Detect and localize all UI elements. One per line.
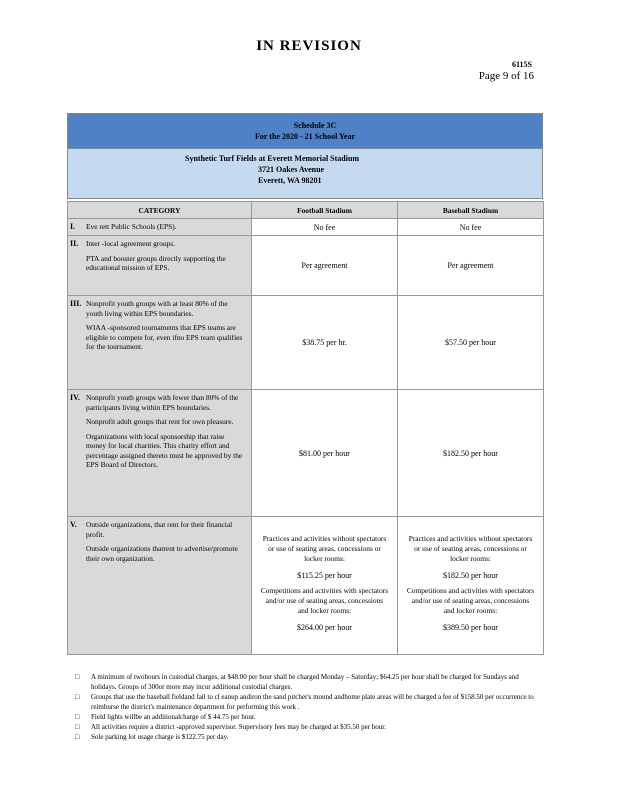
category-text: Nonprofit youth groups with at least 80% of the youth living within EPS boundaries. <box>86 299 228 318</box>
category-number: III. <box>70 299 82 308</box>
category-cell <box>68 390 252 517</box>
category-text: Organizations with local sponsorship that raise money for local charities. This charity effort and percentage assigned thereto must be approved by the EPS Board of Directors. <box>86 431 243 469</box>
competition-fee: $389.50 per hour <box>443 622 498 632</box>
footnote-text: Groups that use the baseball fieldand fail to cl eanup andiron the sand pitcher's mound andhome plate areas will be charged a fee of $158.50 per occurrence to reimburse the district's maintenance department for performing this work . <box>91 693 534 711</box>
school-year: For the 2020 - 21 School Year <box>255 132 355 141</box>
facility-header <box>67 149 543 199</box>
checkbox-bullet-icon: □ <box>75 713 80 721</box>
category-text: WIAA -sponsored tournaments that EPS teams are eligible to compete for, even ifno EPS team qualifies for the tournament. <box>86 323 243 351</box>
practice-fee: $115.25 per hour <box>297 570 352 580</box>
category-cell <box>68 219 252 236</box>
facility-address-2: Everett, WA 98201 <box>258 176 322 185</box>
baseball-fee: $57.50 per hour <box>398 296 544 390</box>
football-header: Football Stadium <box>252 202 398 219</box>
category-text: PTA and booster groups directly supporting the educational mission of EPS. <box>86 253 226 272</box>
category-cell <box>68 517 252 655</box>
category-cell <box>68 296 252 390</box>
schedule-number: Schedule 3C <box>293 121 337 130</box>
page-title: IN REVISION <box>256 38 362 54</box>
footnote-text: All activities require a district -approved supervisor. Supervisory fees may be charged at $35.50 per hour. <box>91 723 386 731</box>
table-row <box>68 296 544 390</box>
competition-description: Competitions and activities with spectators and/or use of seating areas, concessions and locker rooms: <box>260 585 389 615</box>
practice-fee: $182.50 per hour <box>443 570 498 580</box>
football-fee-cell <box>252 517 398 655</box>
footnote <box>75 712 545 722</box>
football-fee: Per agreement <box>252 236 398 296</box>
category-text: Nonprofit youth groups with fewer than 80% of the participants living within EPS boundaries. <box>86 393 239 412</box>
baseball-header: Baseball Stadium <box>398 202 544 219</box>
football-fee: $38.75 per hr. <box>252 296 398 390</box>
policy-code: 6115S <box>511 60 532 69</box>
footnote <box>75 732 545 742</box>
footnote-text: A minimum of twohours in custodial charges, at $48.00 per hour shall be charged Monday – Saturday; $64.25 per hour shall be charged for Sundays and holidays. Groups of 300or more may incur additional custodial charges. <box>91 673 519 691</box>
category-text: Eve rett Public Schools (EPS). <box>86 222 177 231</box>
football-fee: No fee <box>252 219 398 236</box>
checkbox-bullet-icon: □ <box>75 693 80 701</box>
category-number: V. <box>70 520 77 529</box>
baseball-fee: $182.50 per hour <box>398 390 544 517</box>
football-fee: $81.00 per hour <box>252 390 398 517</box>
footnote <box>75 672 545 692</box>
category-text: Nonprofit adult groups that rent for own pleasure. <box>86 417 234 426</box>
facility-name: Synthetic Turf Fields at Everett Memorial Stadium <box>185 154 360 163</box>
practice-description: Practices and activities without spectators or use of seating areas, concessions or locker rooms: <box>408 533 533 563</box>
fee-table <box>67 201 544 655</box>
checkbox-bullet-icon: □ <box>75 723 80 731</box>
footnote <box>75 692 545 712</box>
table-row <box>68 236 544 296</box>
checkbox-bullet-icon: □ <box>75 733 80 741</box>
category-number: IV. <box>70 393 80 402</box>
page-number: Page 9 of 16 <box>478 70 534 82</box>
footnote <box>75 722 545 732</box>
table-header-row <box>68 202 544 219</box>
table-row <box>68 390 544 517</box>
checkbox-bullet-icon: □ <box>75 673 80 681</box>
facility-address-1: 3721 Oakes Avenue <box>258 165 325 174</box>
category-text: Inter -local agreement groups. <box>86 239 176 248</box>
competition-fee: $264.00 per hour <box>297 622 352 632</box>
baseball-fee: Per agreement <box>398 236 544 296</box>
category-cell <box>68 236 252 296</box>
practice-description: Practices and activities without spectators or use of seating areas, concessions or locker rooms: <box>262 533 387 563</box>
footnotes <box>75 672 545 742</box>
category-header: CATEGORY <box>68 202 252 219</box>
category-text: Outside organizations thatrent to advertise/promote their own organization. <box>86 544 238 563</box>
footnote-text: Sole parking lot usage charge is $122.75 per day. <box>91 733 229 741</box>
table-row <box>68 219 544 236</box>
category-number: II. <box>70 239 79 248</box>
baseball-fee-cell <box>398 517 544 655</box>
competition-description: Competitions and activities with spectators and/or use of seating areas, concessions and locker rooms: <box>406 585 535 615</box>
baseball-fee: No fee <box>398 219 544 236</box>
schedule-header <box>67 113 543 149</box>
table-row <box>68 517 544 655</box>
footnote-text: Field lights willbe an additionalcharge of $ 44.75 per hour. <box>91 713 256 721</box>
category-text: Outside organizations, that rent for their financial profit. <box>86 520 233 539</box>
category-number: I. <box>70 222 76 231</box>
